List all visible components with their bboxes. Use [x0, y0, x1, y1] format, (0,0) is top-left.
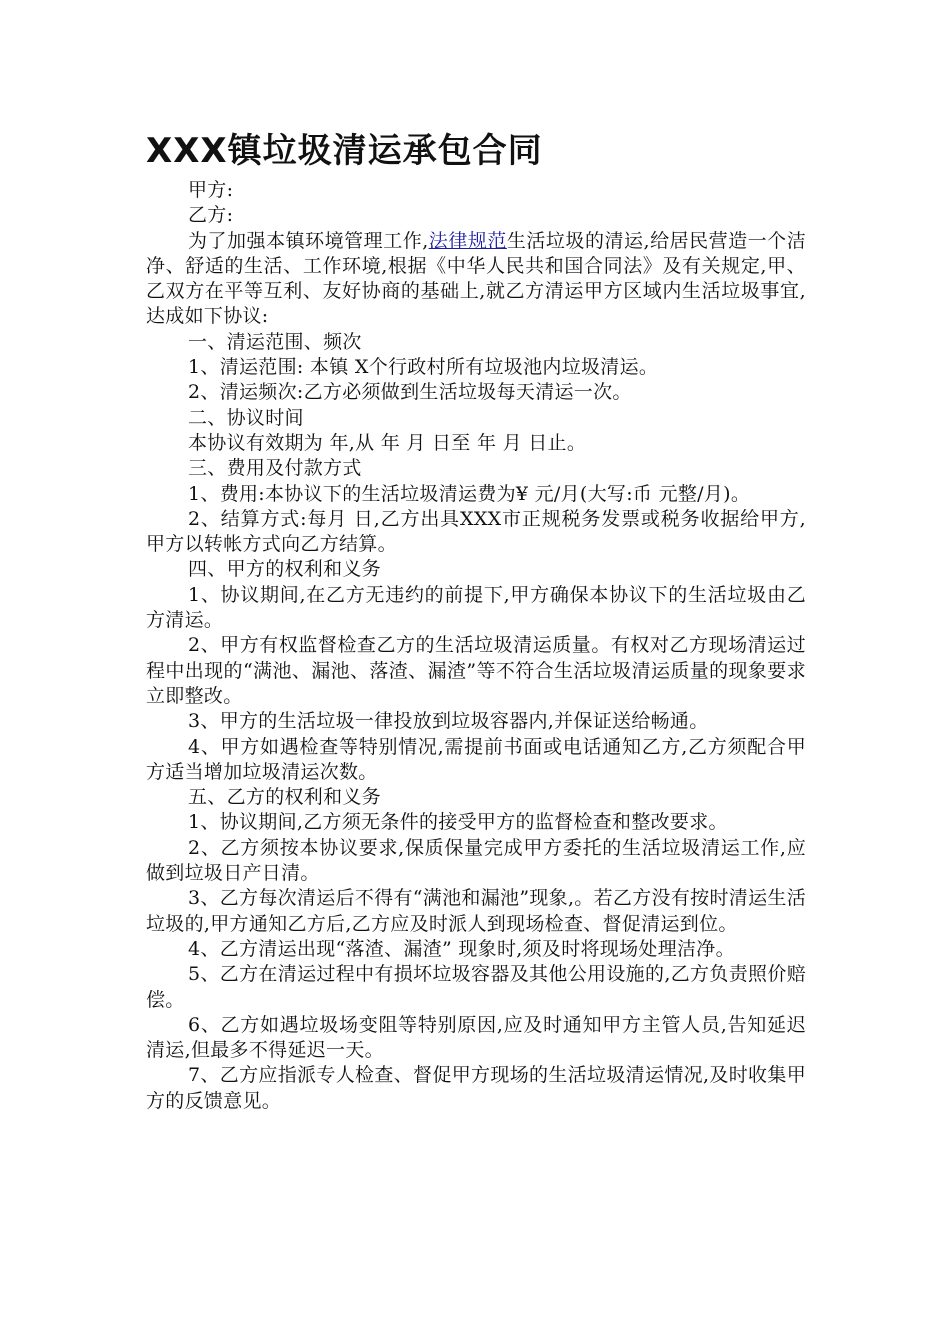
clause-text: 3、乙方每次清运后不得有“满池和漏池”现象,。若乙方没有按时清运生活垃圾的,甲方通知乙方后,乙方应及时派人到现场检查、督促清运到位。 — [146, 887, 806, 935]
clause-text: 2、乙方须按本协议要求,保质保量完成甲方委托的生活垃圾清运工作,应做到垃圾日产日清。 — [146, 836, 806, 885]
clause-text: 4、甲方如遇检查等特别情况,需提前书面或电话通知乙方,乙方须配合甲方适当增加垃圾清运次数。 — [146, 735, 806, 783]
section-heading-party-b-rights: 五、乙方的权利和义务 — [188, 786, 382, 809]
document-page — [146, 128, 806, 1114]
law-link[interactable]: 法律规范 — [428, 229, 507, 252]
clause-text: 本协议有效期为 年,从 年 月 日至 年 月 日止。 — [188, 431, 587, 454]
clause-text: 2、结算方式:每月 日,乙方出具XXX市正规税务发票或税务收据给甲方,甲方以转帐方式向乙方结算。 — [146, 507, 806, 556]
intro-paragraph — [146, 229, 806, 330]
section-heading-term: 二、协议时间 — [188, 406, 304, 429]
clause-text: 1、协议期间,在乙方无违约的前提下,甲方确保本协议下的生活垃圾由乙方清运。 — [146, 583, 806, 632]
clause-text: 1、协议期间,乙方须无条件的接受甲方的监督检查和整改要求。 — [188, 811, 728, 834]
clause-text: 4、乙方清运出现“落渣、漏渣” 现象时,须及时将现场处理洁净。 — [188, 937, 735, 960]
clause-text: 2、清运频次:乙方必须做到生活垃圾每天清运一次。 — [188, 381, 632, 404]
section-heading-party-a-rights: 四、甲方的权利和义务 — [188, 558, 382, 581]
clause-text: 1、费用:本协议下的生活垃圾清运费为¥ 元/月(大写:币 元整/月)。 — [188, 482, 751, 505]
clause-text: 7、乙方应指派专人检查、督促甲方现场的生活垃圾清运情况,及时收集甲方的反馈意见。 — [146, 1064, 806, 1112]
clause-text: 6、乙方如遇垃圾场变阻等特别原因,应及时通知甲方主管人员,告知延迟清运,但最多不得延迟一天。 — [146, 1013, 806, 1062]
clause-text: 3、甲方的生活垃圾一律投放到垃圾容器内,并保证送给畅通。 — [188, 710, 709, 733]
intro-text-before-link: 为了加强本镇环境管理工作, — [188, 229, 429, 252]
party-a-line: 甲方: — [188, 179, 234, 201]
section-heading-fees: 三、费用及付款方式 — [188, 457, 362, 480]
clause-text: 5、乙方在清运过程中有损坏垃圾容器及其他公用设施的,乙方负责照价赔偿。 — [146, 963, 806, 1011]
intro-text-after-link: 生活垃圾的清运,给居民营造一个洁净、舒适的生活、工作环境,根据《中华人民共和国合同法》及有关规定,甲、乙双方在平等互利、友好协商的基础上,就乙方清运甲方区域内生活垃圾事宜,达成如下协议: — [146, 229, 806, 328]
document-title: XXX镇垃圾清运承包合同 — [146, 131, 543, 171]
clause-text: 1、清运范围: 本镇 X个行政村所有垃圾池内垃圾清运。 — [188, 356, 659, 379]
clause-text: 2、甲方有权监督检查乙方的生活垃圾清运质量。有权对乙方现场清运过程中出现的“满池、漏池、落渣、漏渣”等不符合生活垃圾清运质量的现象要求立即整改。 — [146, 634, 806, 707]
party-b-line: 乙方: — [188, 204, 234, 227]
section-heading-scope: 一、清运范围、频次 — [188, 330, 362, 353]
